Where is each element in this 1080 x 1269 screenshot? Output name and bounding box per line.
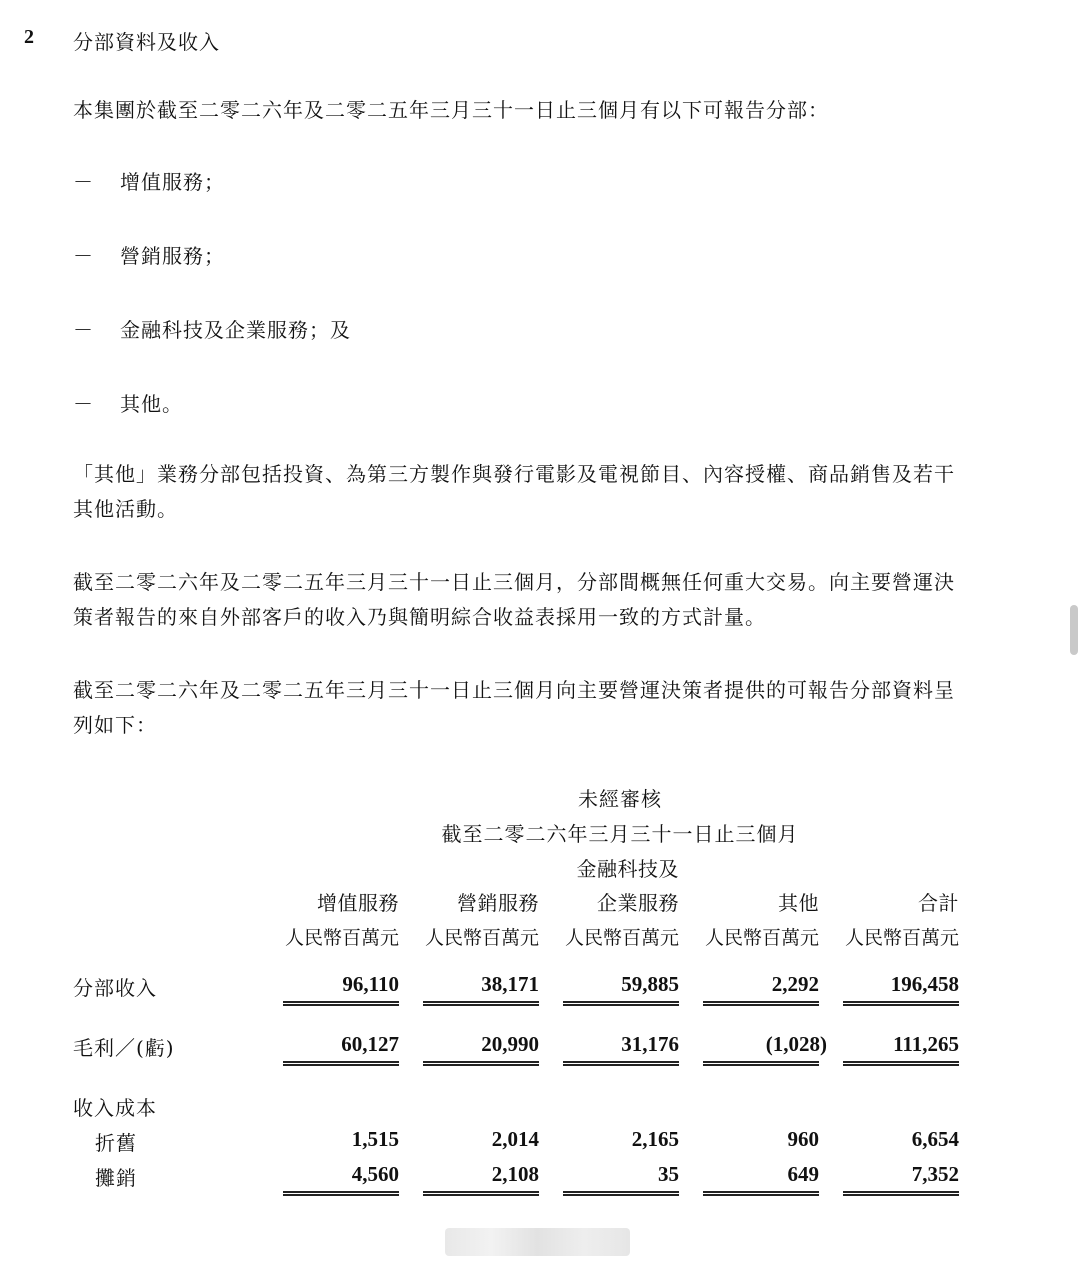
double-underline [843, 1061, 959, 1066]
others-description-paragraph: 「其他」業務分部包括投資、為第三方製作與發行電影及電視節目、內容授權、商品銷售及若干其他活動。 [73, 462, 955, 521]
double-underline [423, 1061, 539, 1066]
cell-depreciation-fintech: 2,165 [631, 1127, 679, 1151]
cell-depreciation-total: 6,654 [911, 1127, 959, 1151]
cell-gross-profit-marketing: 20,990 [481, 1032, 539, 1056]
column-header-fintech-business-services: 企業服務 [597, 891, 679, 915]
double-underline [283, 1061, 399, 1066]
double-underline [703, 1061, 819, 1066]
cell-depreciation-marketing: 2,014 [491, 1127, 539, 1151]
row-label-gross-profit: 毛利／(虧) [73, 1036, 175, 1060]
bullet-item-value-added-services: 增值服務； [120, 170, 225, 194]
row-label-segment-revenue: 分部收入 [73, 976, 157, 1000]
row-label-depreciation: 折舊 [95, 1131, 137, 1155]
bullet-dash: － [73, 244, 93, 268]
cell-segment-revenue-others: 2,292 [771, 972, 819, 996]
row-label-cost-of-revenue: 收入成本 [73, 1096, 157, 1120]
cell-amortisation-total: 7,352 [911, 1162, 959, 1186]
cell-amortisation-others: 649 [787, 1162, 819, 1186]
inter-segment-paragraph: 截至二零二六年及二零二五年三月三十一日止三個月，分部間概無任何重大交易。向主要營運決策者報告的來自外部客戶的收入乃與簡明綜合收益表採用一致的方式計量。 [73, 570, 955, 629]
double-underline [283, 1001, 399, 1006]
cell-gross-profit-vas: 60,127 [341, 1032, 399, 1056]
cell-segment-revenue-vas: 96,110 [342, 972, 399, 996]
table-period-label: 截至二零二六年三月三十一日止三個月 [441, 822, 799, 846]
bullet-item-marketing-services: 營銷服務； [120, 244, 225, 268]
double-underline [283, 1191, 399, 1196]
double-underline [423, 1001, 539, 1006]
table-audit-label: 未經審核 [578, 787, 662, 811]
column-unit: 人民幣百萬元 [284, 927, 399, 949]
cell-segment-revenue-fintech: 59,885 [621, 972, 679, 996]
column-header-value-added-services: 增值服務 [317, 891, 399, 915]
cell-gross-profit-total: 111,265 [893, 1032, 959, 1056]
column-unit: 人民幣百萬元 [704, 927, 819, 949]
column-unit: 人民幣百萬元 [844, 927, 959, 949]
double-underline [843, 1191, 959, 1196]
double-underline [703, 1001, 819, 1006]
double-underline [703, 1191, 819, 1196]
bullet-item-others: 其他。 [120, 392, 183, 416]
double-underline [563, 1061, 679, 1066]
cell-gross-profit-fintech: 31,176 [621, 1032, 679, 1056]
bullet-dash: － [73, 318, 93, 342]
cell-depreciation-others: 960 [787, 1127, 819, 1151]
scrollbar-thumb[interactable] [1070, 605, 1078, 655]
row-label-amortisation: 攤銷 [95, 1166, 137, 1190]
section-title: 分部資料及收入 [73, 30, 220, 54]
column-header-others: 其他 [778, 891, 819, 915]
double-underline [423, 1191, 539, 1196]
cell-depreciation-vas: 1,515 [351, 1127, 399, 1151]
intro-paragraph: 本集團於截至二零二六年及二零二五年三月三十一日止三個月有以下可報告分部： [73, 98, 829, 122]
cell-segment-revenue-total: 196,458 [890, 972, 959, 996]
double-underline [563, 1001, 679, 1006]
double-underline [843, 1001, 959, 1006]
blurred-watermark [445, 1228, 630, 1256]
cell-amortisation-marketing: 2,108 [491, 1162, 539, 1186]
double-underline [563, 1191, 679, 1196]
column-header-marketing-services: 營銷服務 [457, 891, 539, 915]
column-unit: 人民幣百萬元 [564, 927, 679, 949]
bullet-dash: － [73, 170, 93, 194]
cell-gross-profit-others: (1,028) [765, 1032, 827, 1056]
section-number: 2 [24, 26, 34, 48]
segment-info-intro-paragraph: 截至二零二六年及二零二五年三月三十一日止三個月向主要營運決策者提供的可報告分部資料呈列如下： [73, 678, 955, 737]
cell-amortisation-fintech: 35 [658, 1162, 679, 1186]
bullet-dash: － [73, 392, 93, 416]
column-header-total: 合計 [918, 891, 959, 915]
cell-segment-revenue-marketing: 38,171 [481, 972, 539, 996]
column-unit: 人民幣百萬元 [424, 927, 539, 949]
column-header-top: 金融科技及 [576, 857, 679, 881]
bullet-item-fintech-business-services: 金融科技及企業服務；及 [120, 318, 351, 342]
cell-amortisation-vas: 4,560 [351, 1162, 399, 1186]
